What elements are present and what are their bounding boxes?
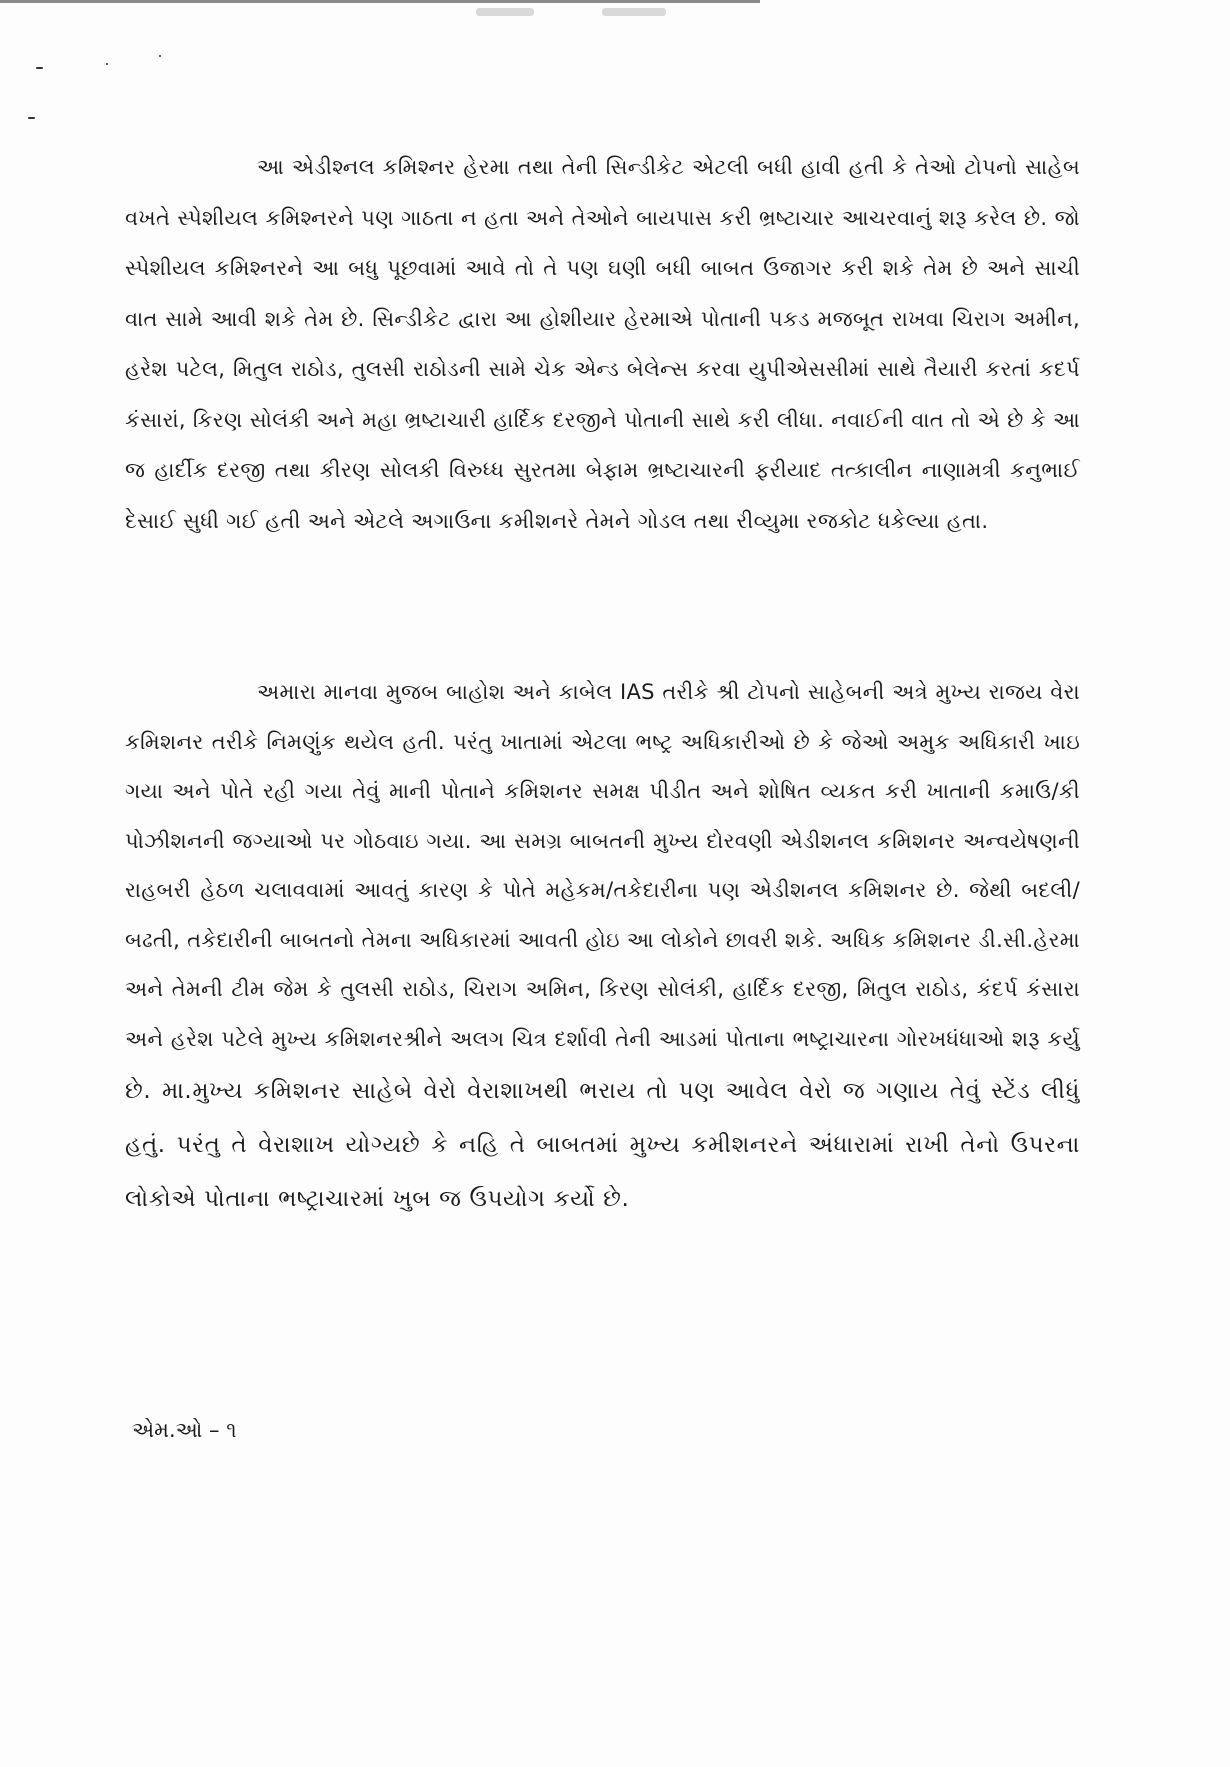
paragraph-1: આ એડીશ્નલ કમિશ્નર હેરમા તથા તેની સિન્ડીકેટ એટલી બધી હાવી હતી કે તેઓ ટોપનો સાહેબ વખતે સ્પેશીયલ કમિશ્નરને પણ ગાઠતા ન હતા અને તેઓને બાયપાસ કરી ભ્રષ્ટાચાર આચરવાનું શરૂ કરેલ છે. જો સ્પેશીયલ કમિશ્નરને આ બધુ પૂછવામાં આવે તો તે પણ ઘણી બધી બાબત ઉજાગર કરી શકે તેમ છે અને સાચી વાત સામે આવી શકે તેમ છે. સિન્ડીકેટ દ્વારા આ હોશીયાર હેરમાએ પોતાની પકડ મજબૂત રાખવા ચિરાગ અમીન, હરેશ પટેલ, મિતુલ રાઠોડ, તુલસી રાઠોડની સામે ચેક એન્ડ બેલેન્સ કરવા યુપીએસસીમાં સાથે તૈયારી કરતાં કદર્પ કંસારાં, કિરણ સોલંકી અને મહા ભ્રષ્ટાચારી હાર્દિક દરજીને પોતાની સાથે કરી લીધા. નવાઈની વાત તો એ છે કે આ જ હાર્દીક દરજી તથા કીરણ સોલકી વિરુધ્ધ સુરતમા બેફામ ભ્રષ્ટાચારની ફરીયાદ તત્કાલીન નાણામત્રી કનુભાઈ દેસાઈ સુધી ગઈ હતી અને એટલે અગાઉના કમીશનરે તેમને ગોડલ તથા રીવ્યુમા રજકોટ ધકેલ્યા હતા.	[125, 155, 1080, 533]
scan-speck	[28, 117, 35, 119]
scan-edge-line	[0, 0, 760, 3]
scan-speck	[106, 63, 108, 65]
signoff: એમ.ઓ – ૧	[132, 1418, 237, 1442]
bleed-through-mark	[602, 8, 666, 16]
paragraph-2	[125, 668, 1080, 1226]
scan-speck	[159, 55, 161, 57]
bleed-through-mark	[476, 8, 534, 16]
scan-speck	[36, 67, 43, 69]
paragraph-2-emphasis: છે. મા.મુખ્ય કમિશનર સાહેબે વેરો વેરાશાખથી ભરાય તો પણ આવેલ વેરો જ ગણાય તેવું સ્ટેંડ લીધું હતું. પરંતુ તે વેરાશાખ યોગ્યછે કે નહિ તે બાબતમાં મુખ્ય કમીશનરને અંધારામાં રાખી તેનો ઉપરના લોકોએ પોતાના ભષ્ટ્રાચારમાં ખુબ જ ઉપયોગ કર્યો છે.	[125, 1078, 1080, 1212]
paragraph-2-text: અમારા માનવા મુજબ બાહોશ અને કાબેલ IAS તરીકે શ્રી ટોપનો સાહેબની અત્રે મુખ્ય રાજય વેરા કમિશનર તરીકે નિમણુંક થયેલ હતી. પરંતુ ખાતામાં એટલા ભષ્ટ્ર અધિકારીઓ છે કે જેઓ અમુક અધિકારી ખાઇ ગયા અને પોતે રહી ગયા તેવું માની પોતાને કમિશનર સમક્ષ પીડીત અને શોષિત વ્યકત કરી ખાતાની કમાઉ/કી પોઝીશનની જગ્યાઓ પર ગોઠવાઇ ગયા. આ સમગ્ર બાબતની મુખ્ય દોરવણી એડીશનલ કમિશનર અન્વયેષણની રાહબરી હેઠળ ચલાવવામાં આવતું કારણ કે પોતે મહેકમ/તકેદારીના પણ એડીશનલ કમિશનર છે. જેથી બદલી/બઢતી, તકેદારીની બાબતનો તેમના અધિકારમાં આવતી હોઇ આ લોકોને છાવરી શકે. અધિક કમિશનર ડી.સી.હેરમા અને તેમની ટીમ જેમ કે તુલસી રાઠોડ, ચિરાગ અમિન, કિરણ સોલંકી, હાર્દિક દરજી, મિતુલ રાઠોડ, કંદર્પ કંસારા અને હરેશ પટેલે મુખ્ય કમિશનરશ્રીને અલગ ચિત્ર દર્શાવી તેની આડમાં પોતાના ભષ્ટ્રાચારના ગોરખધંધાઓ શરૂ કર્યુ	[125, 680, 1080, 1051]
